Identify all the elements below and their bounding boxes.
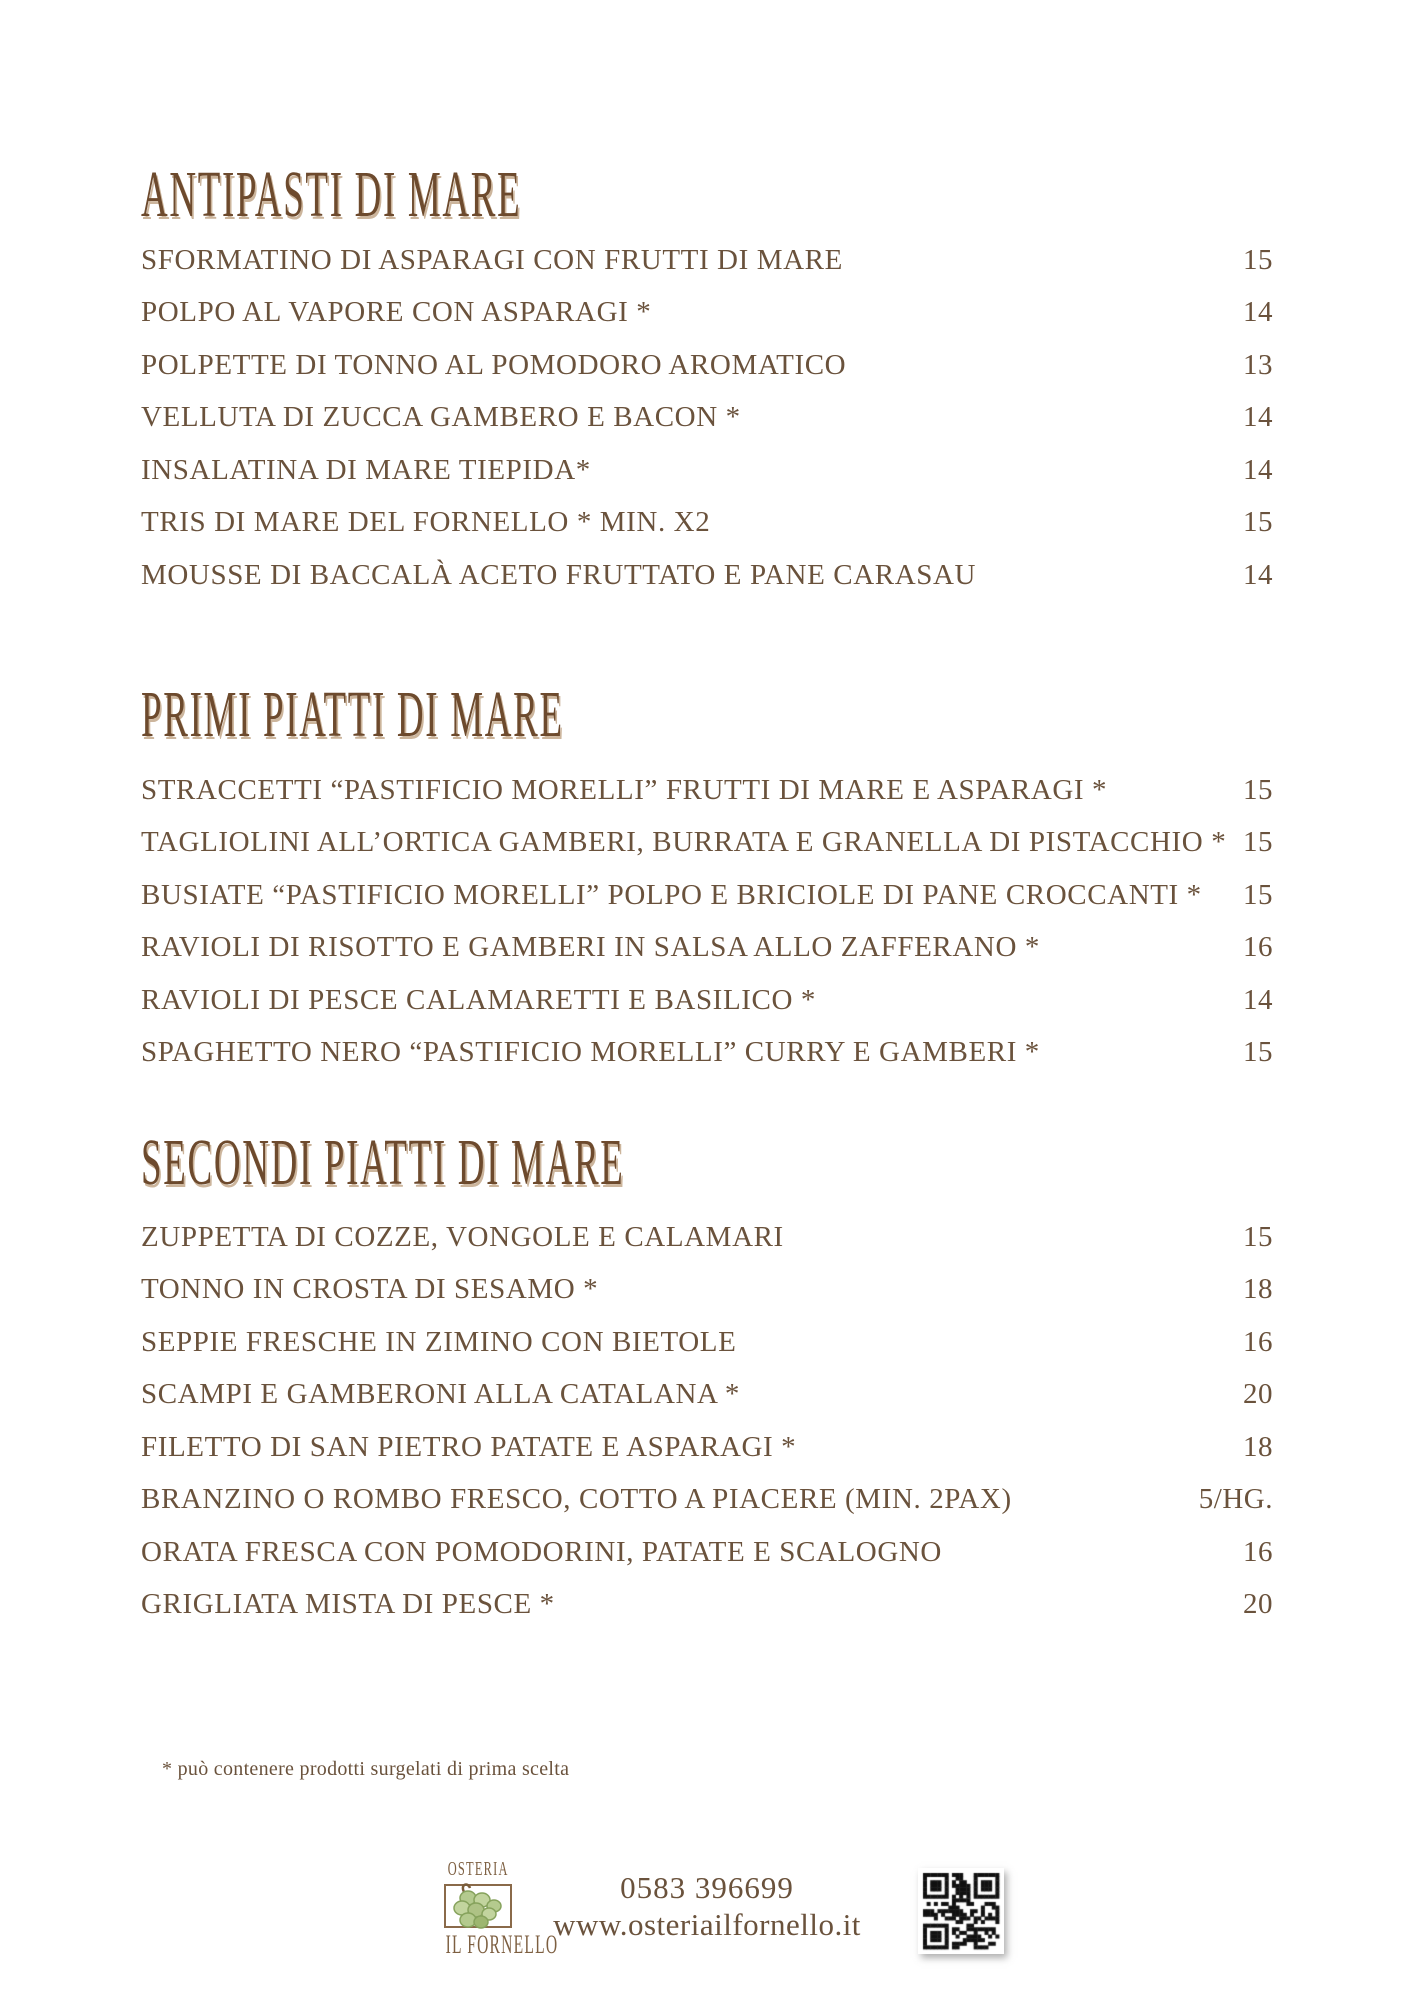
menu-item-row [141,1421,1273,1474]
dish-name: POLPO AL VAPORE CON ASPARAGI * [141,296,652,328]
dish-price: 16 [1243,931,1273,963]
dish-name: FILETTO DI SAN PIETRO PATATE E ASPARAGI * [141,1430,797,1463]
dish-price: 14 [1243,983,1273,1016]
dish-price: 14 [1243,453,1273,486]
dish-name: BRANZINO O ROMBO FRESCO, COTTO A PIACERE (MIN. 2PAX) [141,1483,1012,1515]
dish-price: 15 [1243,1220,1273,1253]
dish-name: ZUPPETTA DI COZZE, VONGOLE E CALAMARI [141,1220,784,1253]
menu-item-row [141,921,1273,974]
dish-name: TRIS DI MARE DEL FORNELLO * MIN. X2 [141,506,711,538]
section-heading: SECONDI PIATTI DI MARE [141,1126,625,1199]
dish-price: 5/HG. [1198,1483,1273,1515]
frozen-products-footnote: * può contenere prodotti surgelati di prima scelta [162,1758,570,1780]
menu-item-row [141,764,1273,817]
section-items [141,1211,1273,1631]
dish-price: 15 [1243,243,1273,276]
dish-name: POLPETTE DI TONNO AL POMODORO AROMATICO [141,348,847,381]
dish-price: 14 [1243,401,1273,433]
dish-price: 16 [1243,1535,1273,1568]
dish-price: 18 [1243,1273,1273,1305]
menu-item-row [141,234,1273,287]
dish-name: TONNO IN CROSTA DI SESAMO * [141,1273,599,1305]
dish-price: 20 [1243,1378,1273,1410]
logo-il-fornello-text: IL FORNELLO [445,1930,559,1959]
dish-price: 15 [1243,506,1273,538]
dish-price: 15 [1243,826,1273,858]
dish-name: SPAGHETTO NERO “PASTIFICIO MORELLI” CURRY E GAMBERI * [141,1036,1040,1068]
menu-item-row [141,816,1273,869]
dish-price: 13 [1243,348,1273,381]
menu-item-row [141,974,1273,1027]
logo-osteria-text: OSTERIA [447,1858,509,1880]
dish-price: 15 [1243,1036,1273,1068]
dish-name: TAGLIOLINI ALL’ORTICA GAMBERI, BURRATA E GRANELLA DI PISTACCHIO * [141,826,1227,858]
menu-item-row [141,444,1273,497]
website-url: www.osteriailfornello.it [553,1907,861,1942]
dish-name: SCAMPI E GAMBERONI ALLA CATALANA * [141,1378,740,1410]
menu-item-row [141,339,1273,392]
dish-price: 14 [1243,296,1273,328]
menu-item-row [141,1316,1273,1369]
dish-price: 16 [1243,1325,1273,1358]
dish-name: INSALATINA DI MARE TIEPIDA* [141,453,591,486]
dish-name: RAVIOLI DI PESCE CALAMARETTI E BASILICO * [141,983,816,1016]
section-items [141,764,1273,1079]
menu-item-row [141,391,1273,444]
dish-name: SFORMATINO DI ASPARAGI CON FRUTTI DI MARE [141,243,843,276]
phone-number: 0583 396699 [620,1870,794,1905]
dish-price: 18 [1243,1430,1273,1463]
menu-item-row [141,1026,1273,1079]
dish-price: 15 [1243,878,1273,911]
menu-item-row [141,286,1273,339]
menu-item-row [141,1368,1273,1421]
dish-name: ORATA FRESCA CON POMODORINI, PATATE E SCALOGNO [141,1535,942,1568]
dish-name: SEPPIE FRESCHE IN ZIMINO CON BIETOLE [141,1325,737,1358]
dish-price: 14 [1243,558,1273,591]
menu-item-row [141,1211,1273,1264]
dish-name: VELLUTA DI ZUCCA GAMBERO E BACON * [141,401,741,433]
dish-name: GRIGLIATA MISTA DI PESCE * [141,1588,555,1620]
menu-item-row [141,496,1273,549]
dish-name: BUSIATE “PASTIFICIO MORELLI” POLPO E BRICIOLE DI PANE CROCCANTI * [141,878,1202,911]
dish-name: RAVIOLI DI RISOTTO E GAMBERI IN SALSA ALLO ZAFFERANO * [141,931,1040,963]
dish-price: 20 [1243,1588,1273,1620]
section-heading: PRIMI PIATTI DI MARE [141,678,564,751]
menu-item-row [141,1526,1273,1579]
menu-item-row [141,1578,1273,1631]
dish-name: MOUSSE DI BACCALÀ ACETO FRUTTATO E PANE CARASAU [141,558,977,591]
dish-price: 15 [1243,773,1273,806]
menu-item-row [141,1263,1273,1316]
menu-item-row [141,1473,1273,1526]
qr-code [918,1868,1004,1954]
menu-item-row [141,549,1273,602]
dish-name: STRACCETTI “PASTIFICIO MORELLI” FRUTTI DI MARE E ASPARAGI * [141,773,1108,806]
section-items [141,234,1273,602]
section-heading: ANTIPASTI DI MARE [141,158,522,231]
menu-item-row [141,869,1273,922]
